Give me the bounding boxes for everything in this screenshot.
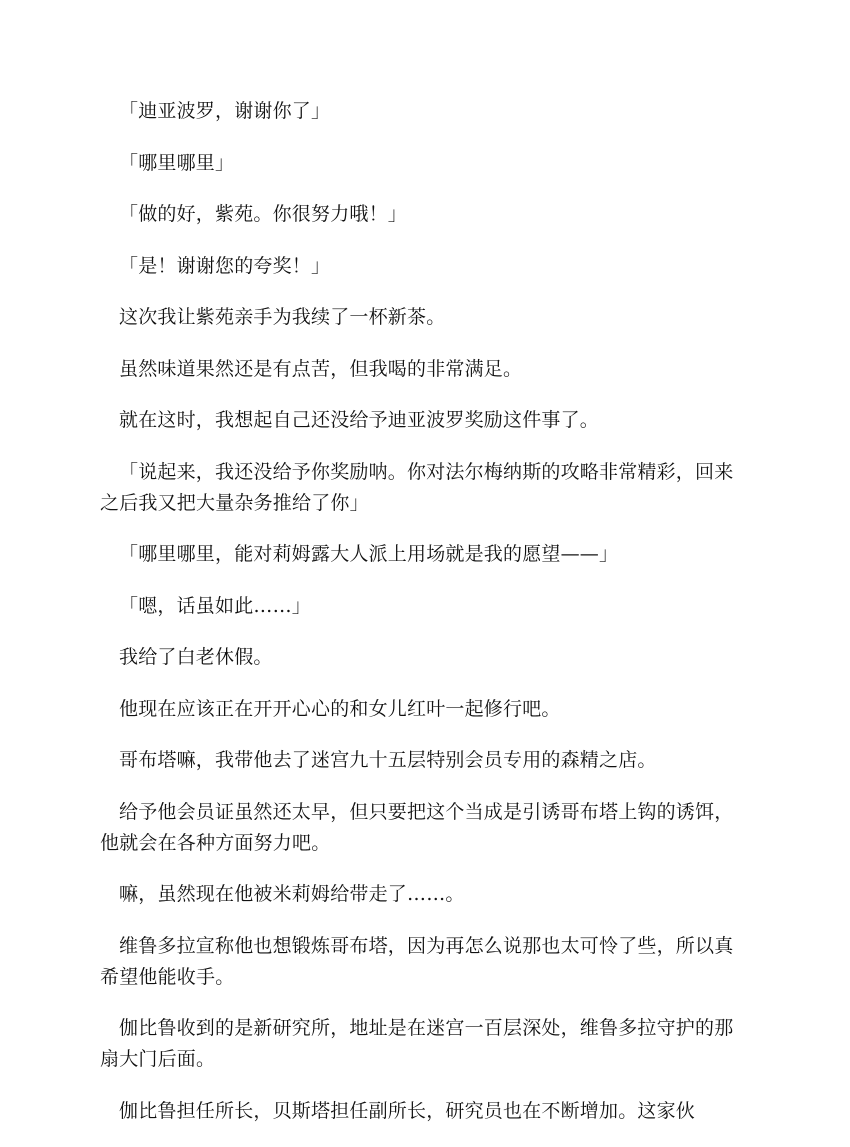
paragraph-18: 伽比鲁担任所长，贝斯塔担任副所长，研究员也在不断增加。这家伙 <box>119 1099 696 1122</box>
paragraph-2: 「哪里哪里」 <box>119 151 235 174</box>
paragraph-13: 哥布塔嘛，我带他去了迷宫九十五层特别会员专用的森精之店。 <box>119 749 657 771</box>
paragraph-10: 「嗯，话虽如此……」 <box>119 594 312 617</box>
paragraph-15: 嘛，虽然现在他被米莉姆给带走了……。 <box>119 883 465 905</box>
paragraph-8: 「说起来，我还没给予你奖励呐。你对法尔梅纳斯的攻略非常精彩，回来之后我又把大量杂务推给了你」 <box>100 460 734 514</box>
paragraph-7: 就在这时，我想起自己还没给予迪亚波罗奖励这件事了。 <box>119 409 600 431</box>
paragraph-16: 维鲁多拉宣称他也想锻炼哥布塔，因为再怎么说那也太可怜了些，所以真希望他能收手。 <box>100 934 734 988</box>
paragraph-11: 我给了白老休假。 <box>119 646 273 668</box>
paragraph-6: 虽然味道果然还是有点苦，但我喝的非常满足。 <box>119 357 523 380</box>
document-body <box>100 96 752 1147</box>
paragraph-17: 伽比鲁收到的是新研究所，地址是在迷宫一百层深处，维鲁多拉守护的那扇大门后面。 <box>100 1017 734 1070</box>
paragraph-9: 「哪里哪里，能对莉姆露大人派上用场就是我的愿望——」 <box>119 543 619 565</box>
paragraph-5: 这次我让紫苑亲手为我续了一杯新茶。 <box>119 306 446 328</box>
paragraph-1: 「迪亚波罗，谢谢你了」 <box>119 100 331 122</box>
paragraph-3: 「做的好，紫苑。你很努力哦！」 <box>119 203 408 225</box>
paragraph-14: 给予他会员证虽然还太早，但只要把这个当成是引诱哥布塔上钩的诱饵，他就会在各种方面努力吧。 <box>100 800 734 854</box>
paragraph-4: 「是！谢谢您的夸奖！」 <box>119 254 331 277</box>
paragraph-12: 他现在应该正在开开心心的和女儿红叶一起修行吧。 <box>119 697 561 720</box>
